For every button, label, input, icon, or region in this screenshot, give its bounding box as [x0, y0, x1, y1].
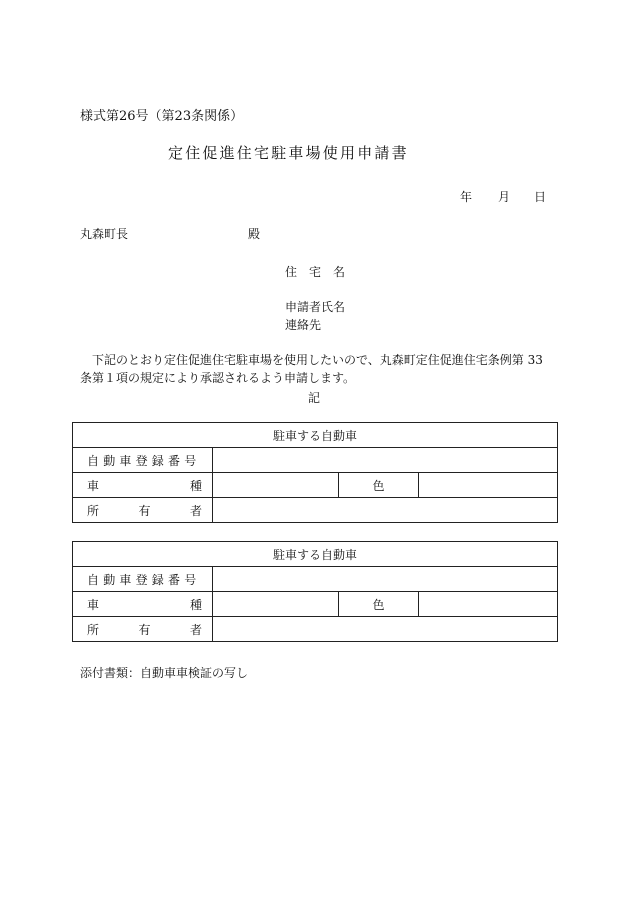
registration-number-label: 自動車登録番号 [73, 567, 213, 592]
owner-field[interactable] [213, 498, 558, 523]
applicant-name-label: 申請者氏名 [285, 300, 346, 314]
attachments-note: 添付書類：自動車車検証の写し [80, 666, 249, 680]
vehicle-table-1 [72, 422, 558, 523]
vehicle-model-field[interactable] [213, 592, 339, 617]
body-text: 下記のとおり定住促進住宅駐車場を使用したいので、丸森町定住促進住宅条例第 33 条第１項の規定により承認されるよう申請します。 [80, 353, 543, 385]
registration-number-label: 自動車登録番号 [73, 448, 213, 473]
vehicle-table-header: 駐車する自動車 [73, 542, 558, 567]
registration-number-field[interactable] [213, 567, 558, 592]
vehicle-model-label: 車 種 [73, 592, 213, 617]
vehicle-color-label: 色 [339, 473, 419, 498]
form-number: 様式第26号（第23条関係） [80, 109, 244, 124]
vehicle-table-2 [72, 541, 558, 642]
ki-label: 記 [308, 391, 321, 405]
registration-number-field[interactable] [213, 448, 558, 473]
vehicle-model-label: 車 種 [73, 473, 213, 498]
document-title: 定住促進住宅駐車場使用申請書 [168, 144, 409, 162]
vehicle-table-header: 駐車する自動車 [73, 423, 558, 448]
month-label: 月 [498, 190, 511, 204]
owner-field[interactable] [213, 617, 558, 642]
owner-label: 所 有 者 [73, 498, 213, 523]
vehicle-model-field[interactable] [213, 473, 339, 498]
recipient-honorific: 殿 [248, 227, 261, 241]
address-label: 住宅名 [285, 265, 358, 279]
recipient-name: 丸森町長 [80, 227, 129, 241]
day-label: 日 [534, 190, 547, 204]
body-paragraph [80, 351, 550, 387]
owner-label: 所 有 者 [73, 617, 213, 642]
year-label: 年 [460, 190, 473, 204]
vehicle-color-field[interactable] [419, 473, 558, 498]
vehicle-color-field[interactable] [419, 592, 558, 617]
contact-label: 連絡先 [285, 318, 322, 332]
vehicle-color-label: 色 [339, 592, 419, 617]
date-line [460, 188, 546, 205]
